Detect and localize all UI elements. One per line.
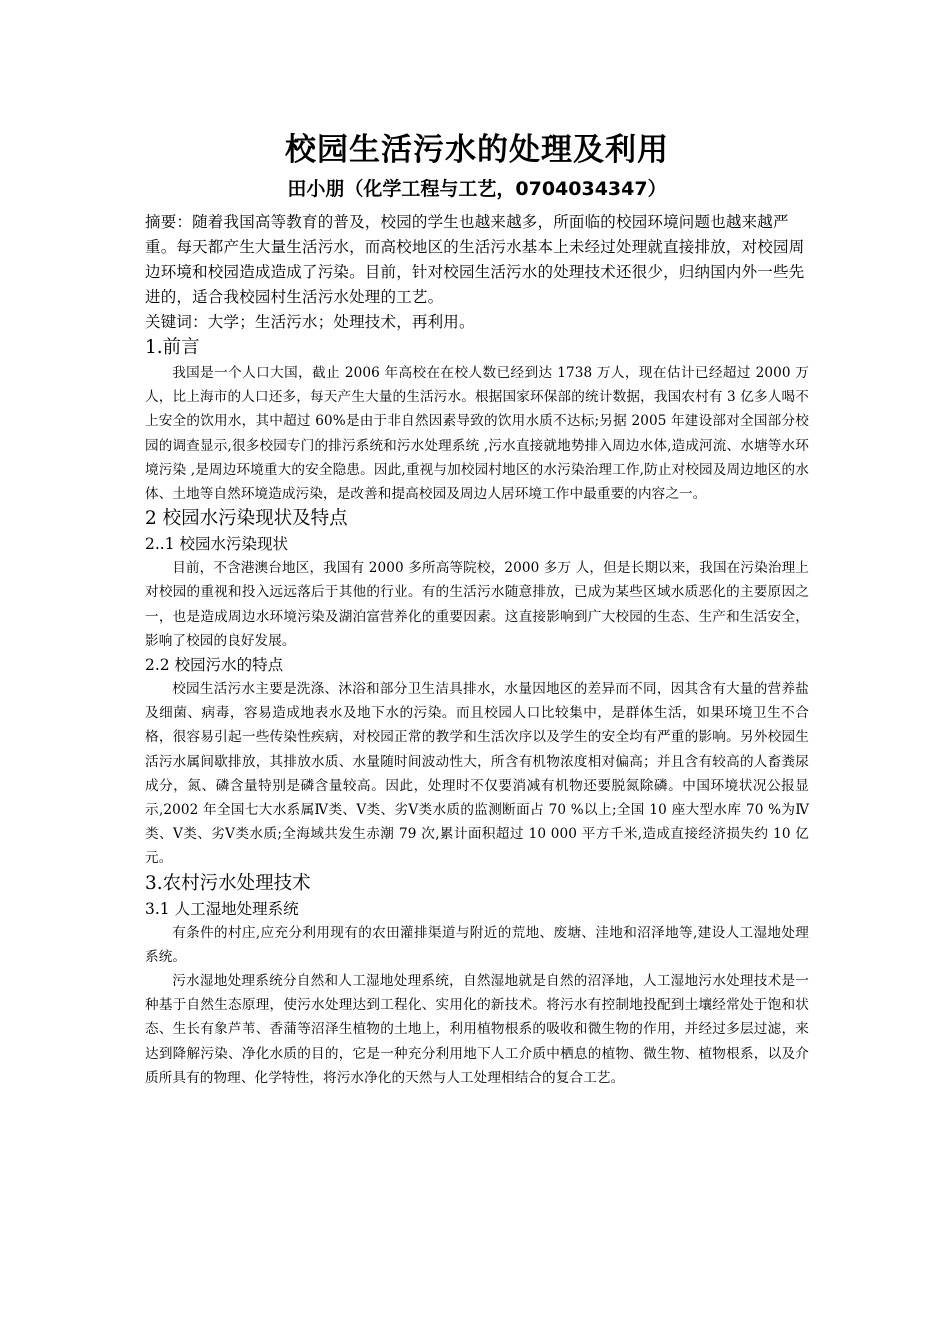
section-1-heading: 1.前言 (145, 337, 200, 358)
section-2-heading: 2 校园水污染现状及特点 (145, 508, 348, 530)
section-3-1-paragraph-2: 污水湿地处理系统分自然和人工湿地处理系统，自然湿地就是自然的沼泽地，人工湿地污水处理技术是一种基于自然生态原理，使污水处理达到工程化、实用化的新技术。将污水有控制地投配到土壤经常处于饱和状态、生长有象芦苇、香蒲等沼泽生植物的土地上，利用植物根系的吸收和微生物的作用，并经过多层过滤，来达到降解污染、净化水质的目的，它是一种充分利用地下人工介质中栖息的植物、微生物、植物根系，以及介质所具有的物理、化学特性，将污水净化的天然与人工处理相结合的复合工艺。 (145, 973, 809, 1086)
section-3-1-paragraph-1: 有条件的村庄,应充分利用现有的农田灌排渠道与附近的荒地、废塘、洼地和沼泽地等,建设人工湿地处理系统。 (145, 924, 809, 965)
keywords: 关键词：大学；生活污水；处理技术，再利用。 (145, 313, 475, 331)
section-2-2-paragraph: 校园生活污水主要是洗涤、沐浴和部分卫生洁具排水，水量因地区的差异而不同，因其含有大量的营养盐及细菌、病毒，容易造成地表水及地下水的污染。而且校园人口比较集中，是群体生活，如果环境卫生不合格，很容易引起一些传染性疾病，对校园正常的教学和生活次序以及学生的安全均有严重的影响。另外校园生活污水属间歇排放，其排放水质、水量随时间波动性大，所含有机物浓度相对偏高；并且含有较高的人畜粪尿成分，氮、磷含量特别是磷含量较高。因此，处理时不仅要消减有机物还要脱氮除磷。中国环境状况公报显示,2002 年全国七大水系属Ⅳ类、Ⅴ类、劣Ⅴ类水质的监测断面占 70 %以上;全国 10 座大型水库 70 %为Ⅳ类、Ⅴ类、劣Ⅴ类水质;全海域共发生赤潮 79 次,累计面积超过 10 000 平方千米,造成直接经济损失约 10 亿元。 (145, 681, 809, 867)
section-2-1-paragraph: 目前，不含港澳台地区，我国有 2000 多所高等院校，2000 多万 人，但是长期以来，我国在污染治理上对校园的重视和投入远远落后于其他的行业。有的生活污水随意排放，已成为某些区域水质恶化的主要原因之一，也是造成周边水环境污染及湖泊富营养化的重要因素。这直接影响到广大校园的生态、生产和生活安全，影响了校园的良好发展。 (145, 560, 809, 649)
document-title: 校园生活污水的处理及利用 (285, 132, 669, 168)
section-3-heading: 3.农村污水处理技术 (145, 872, 311, 894)
section-2-2-heading: 2.2 校园污水的特点 (145, 656, 284, 675)
section-3-1-heading: 3.1 人工湿地处理系统 (145, 899, 299, 918)
document-author: 田小朋（化学工程与工艺，0704034347） (287, 178, 667, 200)
section-2-1-heading: 2..1 校园水污染现状 (145, 535, 289, 554)
document-body (145, 128, 809, 1090)
abstract: 摘要：随着我国高等教育的普及，校园的学生也越来越多，所面临的校园环境问题也越来越严重。每天都产生大量生活污水，而高校地区的生活污水基本上未经过处理就直接排放，对校园周边环境和校园造成造成了污染。目前，针对校园生活污水的处理技术还很少，归纳国内外一些先进的，适合我校园村生活污水处理的工艺。 (145, 213, 805, 306)
section-1-paragraph: 我国是一个人口大国，截止 2006 年高校在在校人数已经到达 1738 万人，现在估计已经超过 2000 万人，比上海市的人口还多，每天产生大量的生活污水。根据国家环保部的统计数据，我国农村有 3 亿多人喝不上安全的饮用水，其中超过 60%是由于非自然因素导致的饮用水质不达标;另据 2005 年建设部对全国部分校园的调查显示,很多校园专门的排污系统和污水处理系统 ,污水直接就地势排入周边水体,造成河流、水塘等水环境污染 ,是周边环境重大的安全隐患。因此,重视与加校园村地区的水污染治理工作,防止对校园及周边地区的水体、土地等自然环境造成污染，是改善和提高校园及周边人居环境工作中最重要的内容之一。 (145, 365, 809, 503)
